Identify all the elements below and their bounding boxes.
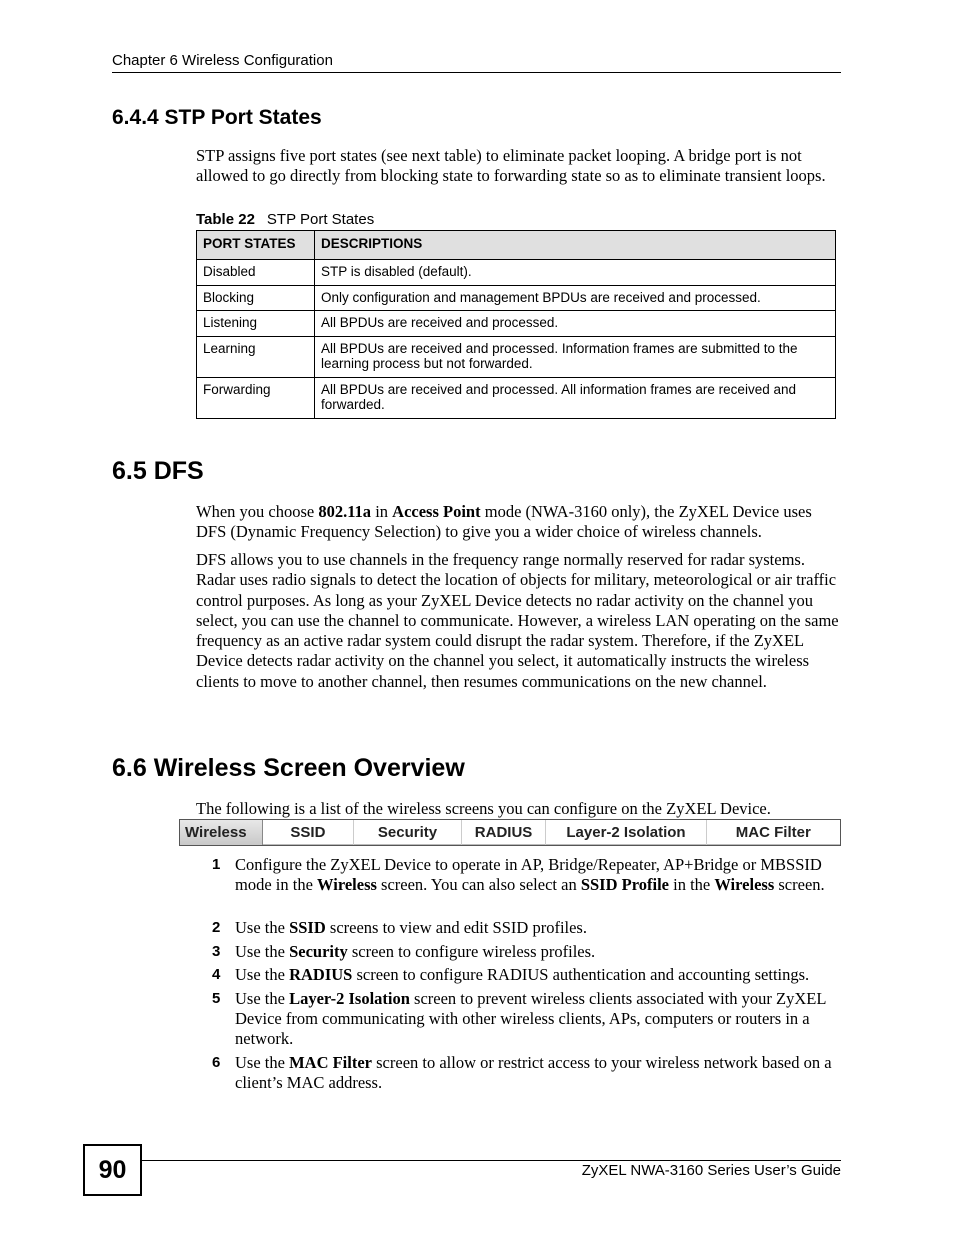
stp-intro-paragraph: STP assigns five port states (see next table) to eliminate packet looping. A bridge port is not allowed to go directly from blocking state to forwarding state so as to eliminate transient loops. [196, 146, 826, 186]
step-text [235, 989, 842, 1049]
text-run: Use the [235, 965, 290, 984]
text-run: in the [668, 875, 715, 894]
step-number: 6 [212, 1054, 221, 1071]
running-header: Chapter 6 Wireless Configuration [112, 52, 841, 73]
table-row [197, 336, 836, 377]
table-cell-state: Listening [197, 311, 315, 337]
tab-layer-2-isolation[interactable]: Layer-2 Isolation [546, 820, 706, 845]
bold-term: MAC Filter [289, 1053, 372, 1072]
text-run: Use the [235, 989, 290, 1008]
text-run: screen to configure RADIUS authentication and accounting settings. [352, 965, 810, 984]
bold-term: Wireless [317, 875, 377, 894]
dfs-paragraph-1 [196, 502, 841, 543]
step-text [235, 942, 842, 962]
table-caption [196, 211, 374, 228]
table-caption-title: STP Port States [266, 211, 375, 228]
bold-term: Security [289, 942, 348, 961]
wireless-tab-bar [179, 819, 841, 846]
text-run: screens to view and edit SSID profiles. [325, 918, 587, 937]
text-run: in [371, 502, 393, 521]
table-cell-state: Forwarding [197, 377, 315, 418]
table-row [197, 311, 836, 337]
step-number: 3 [212, 943, 221, 960]
footer-divider [140, 1160, 841, 1161]
step-number: 5 [212, 990, 221, 1007]
table-row [197, 285, 836, 311]
bold-term: RADIUS [289, 965, 353, 984]
bold-term-access-point: Access Point [392, 502, 481, 521]
tab-radius[interactable]: RADIUS [462, 820, 547, 845]
column-header-port-states: PORT STATES [197, 231, 315, 260]
text-run: Use the [235, 942, 290, 961]
table-cell-state: Blocking [197, 285, 315, 311]
bold-term-802-11a: 802.11a [318, 502, 372, 521]
bold-term: Wireless [714, 875, 775, 894]
step-text [235, 965, 842, 985]
text-run: screen to allow or restrict access to your wireless network based on a client’s MAC address. [235, 1053, 832, 1092]
column-header-descriptions: DESCRIPTIONS [315, 231, 836, 260]
text-run: screen to prevent wireless clients associated with your ZyXEL Device from communicating with other wireless clients, APs, computers or routers in a network. [235, 989, 826, 1048]
step-text [235, 855, 842, 895]
step-number: 2 [212, 919, 221, 936]
text-run: screen. You can also select an [376, 875, 581, 894]
text-run: mode (NWA-3160 only), the ZyXEL Device uses DFS (Dynamic Frequency Selection) to give you a wider choice of wireless channels. [196, 502, 812, 542]
wireless-overview-intro: The following is a list of the wireless screens you can configure on the ZyXEL Device. [196, 799, 771, 818]
table-row [197, 377, 836, 418]
table-row [197, 260, 836, 286]
text-run: Use the [235, 1053, 290, 1072]
tab-ssid[interactable]: SSID [263, 820, 355, 845]
tab-security[interactable]: Security [354, 820, 462, 845]
section-title-wireless-screen-overview: 6.6 Wireless Screen Overview [112, 754, 465, 782]
table-header-row [197, 231, 836, 260]
text-run: Use the [235, 918, 290, 937]
table-cell-state: Learning [197, 336, 315, 377]
page-number: 90 [83, 1144, 142, 1196]
table-cell-description: Only configuration and management BPDUs are received and processed. [315, 285, 836, 311]
table-cell-description: STP is disabled (default). [315, 260, 836, 286]
bold-term: SSID [289, 918, 326, 937]
text-run: When you choose [196, 502, 319, 521]
table-cell-description: All BPDUs are received and processed. Information frames are submitted to the learning process but not forwarded. [315, 336, 836, 377]
tab-wireless[interactable]: Wireless [180, 820, 263, 845]
footer-guide-title: ZyXEL NWA-3160 Series User’s Guide [581, 1162, 841, 1179]
stp-port-states-table [196, 230, 836, 419]
step-number: 4 [212, 966, 221, 983]
text-run: screen. [774, 875, 825, 894]
dfs-paragraph-2: DFS allows you to use channels in the frequency range normally reserved for radar systems. Radar uses radio signals to detect the location of objects for military, meteorological or air traffic control purposes. As long as your ZyXEL Device detects no radar activity on the channel you select, you can use the channel to communicate. However, a wireless LAN operating on the same frequency as an active radar system could disrupt the radar system. Therefore, if the ZyXEL Device detects radar activity on the channel you select, it automatically instructs the wireless clients to move to another channel, then resumes communications on the new channel. [196, 550, 839, 691]
text-run: Configure the ZyXEL Device to operate in AP, Bridge/Repeater, AP+Bridge or MBSSID mode in the [235, 855, 822, 894]
table-cell-state: Disabled [197, 260, 315, 286]
bold-term: SSID Profile [580, 875, 669, 894]
table-cell-description: All BPDUs are received and processed. [315, 311, 836, 337]
table-cell-description: All BPDUs are received and processed. All information frames are received and forwarded. [315, 377, 836, 418]
step-number: 1 [212, 856, 221, 873]
section-title-stp-port-states: 6.4.4 STP Port States [112, 106, 322, 129]
section-title-dfs: 6.5 DFS [112, 457, 204, 485]
tab-mac-filter[interactable]: MAC Filter [735, 824, 811, 841]
bold-term: Layer-2 Isolation [289, 989, 410, 1008]
table-caption-label: Table 22 [196, 211, 255, 228]
text-run: screen to configure wireless profiles. [347, 942, 596, 961]
step-text [235, 918, 842, 938]
step-text [235, 1053, 842, 1093]
